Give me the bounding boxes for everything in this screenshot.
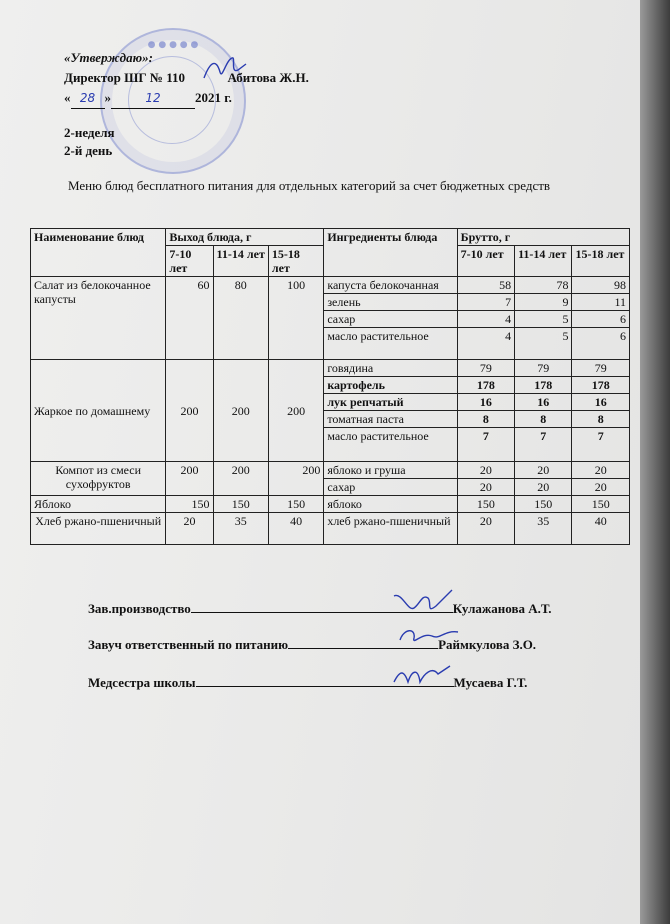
- signature-nurse: [88, 674, 527, 691]
- ingredient-gross: 7: [572, 428, 630, 462]
- ingredient-gross: 16: [457, 394, 514, 411]
- nutrition-name: Раймкулова З.О.: [438, 637, 537, 652]
- production-name: Кулажанова А.Т.: [452, 601, 552, 616]
- date-day: 28: [79, 91, 96, 105]
- date-year: 2021 г.: [195, 90, 232, 105]
- dish-output: 200: [213, 462, 268, 496]
- ingredient-name: сахар: [324, 479, 457, 496]
- gross-age: 7-10 лет: [457, 246, 514, 277]
- background-edge: [640, 0, 670, 924]
- ingredient-name: яблоко: [324, 496, 457, 513]
- gross-age: 11-14 лет: [515, 246, 572, 277]
- ingredient-gross: 20: [515, 479, 572, 496]
- dish-name: Компот из смеси сухофруктов: [31, 462, 166, 496]
- ingredient-gross: 7: [457, 428, 514, 462]
- week-label: 2-неделя: [64, 125, 115, 140]
- dish-name: Салат из белокочанное капусты: [31, 277, 166, 360]
- ingredient-gross: 7: [515, 428, 572, 462]
- ingredient-gross: 40: [572, 513, 630, 545]
- ingredient-gross: 150: [572, 496, 630, 513]
- ingredient-gross: 5: [515, 328, 572, 360]
- output-age: 15-18 лет: [268, 246, 323, 277]
- ingredient-gross: 8: [572, 411, 630, 428]
- col-gross: Брутто, г: [457, 229, 629, 246]
- ingredient-name: капуста белокочанная: [324, 277, 457, 294]
- approve-label: «Утверждаю»:: [64, 50, 153, 65]
- dish-output: 80: [213, 277, 268, 360]
- table-row: [31, 360, 630, 377]
- table-row: [31, 496, 630, 513]
- school-stamp: ● ● ● ● ●: [100, 28, 246, 174]
- director-signature: [200, 52, 248, 86]
- ingredient-gross: 6: [572, 328, 630, 360]
- menu-title: Меню блюд бесплатного питания для отдельных категорий за счет бюджетных средств: [68, 178, 551, 193]
- ingredient-name: зелень: [324, 294, 457, 311]
- approval-block: [64, 48, 309, 109]
- gross-age: 15-18 лет: [572, 246, 630, 277]
- dish-output: 150: [268, 496, 323, 513]
- production-label: Зав.производство: [88, 601, 191, 616]
- dish-output: 20: [166, 513, 213, 545]
- ingredient-gross: 20: [457, 513, 514, 545]
- ingredient-name: говядина: [324, 360, 457, 377]
- dish-name: Хлеб ржано-пшеничный: [31, 513, 166, 545]
- ingredient-gross: 79: [515, 360, 572, 377]
- dish-name: Жаркое по домашнему: [31, 360, 166, 462]
- ingredient-gross: 35: [515, 513, 572, 545]
- ingredient-gross: 98: [572, 277, 630, 294]
- director-name: Абитова Ж.Н.: [227, 70, 309, 85]
- ingredient-gross: 79: [572, 360, 630, 377]
- ingredient-gross: 9: [515, 294, 572, 311]
- ingredient-gross: 4: [457, 328, 514, 360]
- dish-output: 40: [268, 513, 323, 545]
- dish-output: 35: [213, 513, 268, 545]
- ingredient-gross: 178: [515, 377, 572, 394]
- ingredient-gross: 58: [457, 277, 514, 294]
- signature-production: [88, 600, 552, 617]
- director-prefix: Директор ШГ № 110: [64, 70, 186, 85]
- ingredient-gross: 20: [572, 462, 630, 479]
- dish-output: 200: [268, 462, 323, 496]
- ingredient-gross: 178: [457, 377, 514, 394]
- nutrition-label: Завуч ответственный по питанию: [88, 637, 289, 652]
- ingredient-gross: 178: [572, 377, 630, 394]
- ingredient-gross: 20: [457, 479, 514, 496]
- dish-output: 200: [166, 360, 213, 462]
- date-quote-close: »: [104, 90, 111, 105]
- ingredient-gross: 8: [457, 411, 514, 428]
- table-row: [31, 462, 630, 479]
- nurse-name: Мусаева Г.Т.: [453, 675, 528, 690]
- ingredient-gross: 20: [572, 479, 630, 496]
- ingredient-gross: 150: [457, 496, 514, 513]
- dish-name: Яблоко: [31, 496, 166, 513]
- ingredient-name: яблоко и груша: [324, 462, 457, 479]
- nurse-signature: [390, 660, 454, 690]
- day-label: 2-й день: [64, 143, 113, 158]
- ingredient-gross: 8: [515, 411, 572, 428]
- ingredient-gross: 78: [515, 277, 572, 294]
- director-line: [64, 68, 309, 88]
- nutrition-signature: [392, 622, 462, 652]
- ingredient-gross: 16: [515, 394, 572, 411]
- ingredient-gross: 79: [457, 360, 514, 377]
- table-row: [31, 513, 630, 545]
- dish-output: 150: [166, 496, 213, 513]
- date-month: 12: [145, 91, 161, 105]
- ingredient-name: лук репчатый: [324, 394, 457, 411]
- ingredient-name: масло растительное: [324, 328, 457, 360]
- ingredient-name: сахар: [324, 311, 457, 328]
- ingredient-name: томатная паста: [324, 411, 457, 428]
- ingredient-gross: 20: [515, 462, 572, 479]
- menu-table: [30, 228, 630, 545]
- signature-nutrition: [88, 636, 536, 653]
- ingredient-name: картофель: [324, 377, 457, 394]
- ingredient-gross: 150: [515, 496, 572, 513]
- table-header-row: [31, 229, 630, 246]
- dish-output: 150: [213, 496, 268, 513]
- output-age: 7-10 лет: [166, 246, 213, 277]
- dish-output: 100: [268, 277, 323, 360]
- date-quote-open: «: [64, 90, 71, 105]
- dish-output: 200: [166, 462, 213, 496]
- ingredient-gross: 16: [572, 394, 630, 411]
- ingredient-name: хлеб ржано-пшеничный: [324, 513, 457, 545]
- production-signature: [388, 586, 458, 620]
- table-row: [31, 277, 630, 294]
- nurse-label: Медсестра школы: [88, 675, 196, 690]
- dish-output: 200: [213, 360, 268, 462]
- dish-output: 60: [166, 277, 213, 360]
- ingredient-gross: 11: [572, 294, 630, 311]
- col-ingredients: Ингредиенты блюда: [324, 229, 457, 277]
- ingredient-gross: 6: [572, 311, 630, 328]
- ingredient-gross: 5: [515, 311, 572, 328]
- output-age: 11-14 лет: [213, 246, 268, 277]
- dish-output: 200: [268, 360, 323, 462]
- ingredient-gross: 7: [457, 294, 514, 311]
- schedule-block: [64, 124, 115, 160]
- col-dish: Наименование блюд: [31, 229, 166, 277]
- col-output: Выход блюда, г: [166, 229, 324, 246]
- ingredient-gross: 20: [457, 462, 514, 479]
- ingredient-name: масло растительное: [324, 428, 457, 462]
- approval-date: [64, 88, 309, 109]
- ingredient-gross: 4: [457, 311, 514, 328]
